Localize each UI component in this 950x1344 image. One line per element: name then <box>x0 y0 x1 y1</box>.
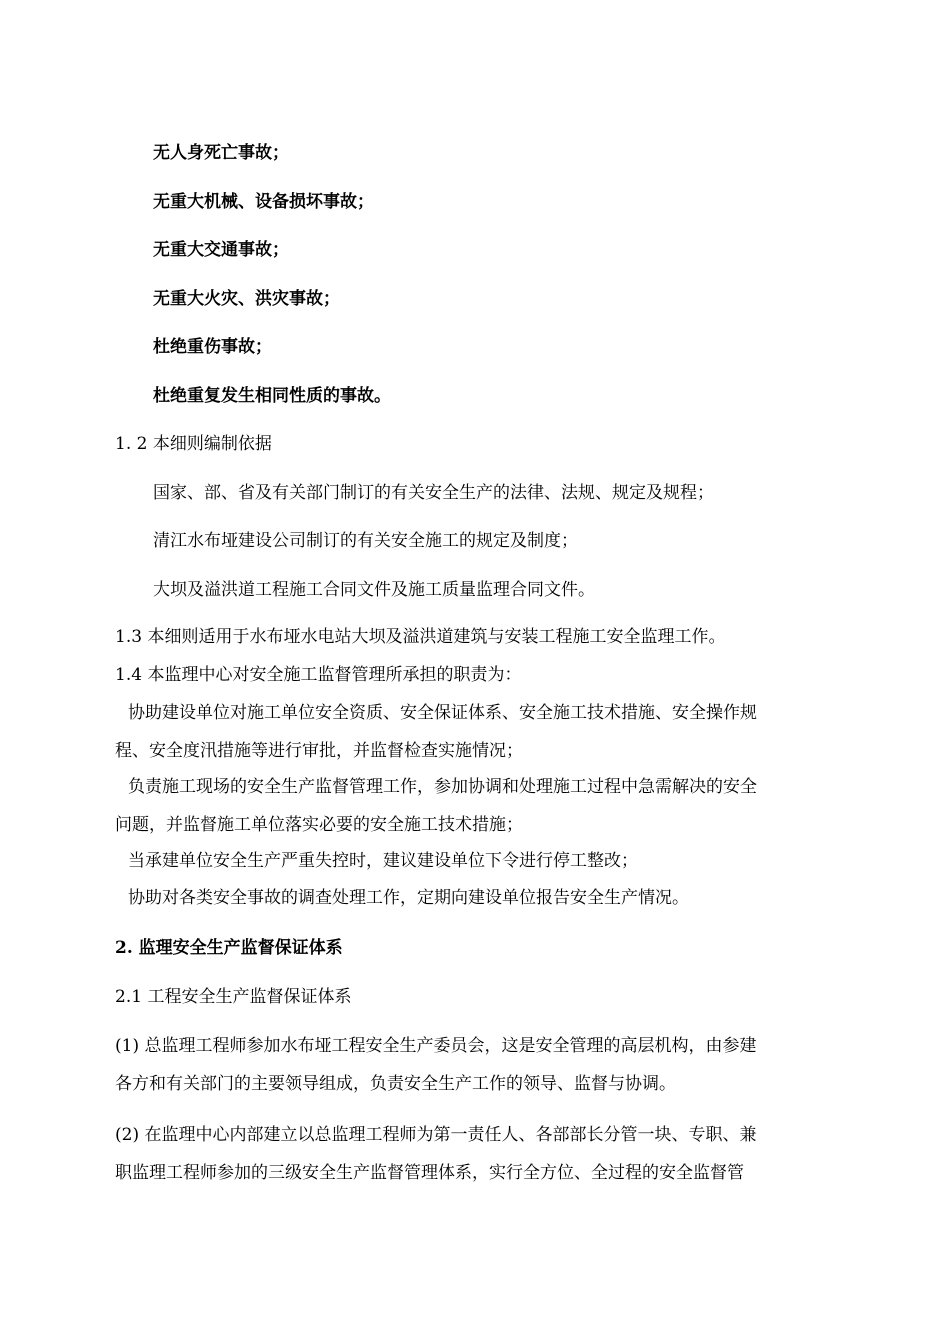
section-2-heading: 2. 监理安全生产监督保证体系 <box>115 938 343 958</box>
safety-goal-item: 无重大机械、设备损坏事故； <box>153 192 374 212</box>
paragraph-line: 各方和有关部门的主要领导组成，负责安全生产工作的领导、监督与协调。 <box>115 1074 676 1094</box>
section-1-3-text: 1.3 本细则适用于水布垭水电站大坝及溢洪道建筑与安装工程施工安全监理工作。 <box>115 627 726 647</box>
safety-goal-item: 杜绝重伤事故； <box>153 337 272 357</box>
safety-goal-item: 杜绝重复发生相同性质的事故。 <box>153 386 391 406</box>
basis-item: 国家、部、省及有关部门制订的有关安全生产的法律、法规、规定及规程； <box>153 483 714 503</box>
safety-goal-item: 无重大交通事故； <box>153 240 289 260</box>
paragraph-line: 职监理工程师参加的三级安全生产监督管理体系，实行全方位、全过程的安全监督管 <box>115 1163 744 1183</box>
basis-item: 大坝及溢洪道工程施工合同文件及施工质量监理合同文件。 <box>153 580 595 600</box>
duty-item: 协助对各类安全事故的调查处理工作，定期向建设单位报告安全生产情况。 <box>128 888 689 908</box>
basis-item: 清江水布垭建设公司制订的有关安全施工的规定及制度； <box>153 531 578 551</box>
section-1-4-intro: 1.4 本监理中心对安全施工监督管理所承担的职责为： <box>115 665 522 685</box>
section-2-1-subheading: 2.1 工程安全生产监督保证体系 <box>115 987 352 1007</box>
duty-item: 协助建设单位对施工单位安全资质、安全保证体系、安全施工技术措施、安全操作规 <box>128 703 757 723</box>
safety-goal-item: 无重大火灾、洪灾事故； <box>153 289 340 309</box>
safety-goal-item: 无人身死亡事故； <box>153 143 289 163</box>
paragraph-line: (1) 总监理工程师参加水布垭工程安全生产委员会，这是安全管理的高层机构，由参建 <box>115 1036 757 1056</box>
duty-item: 当承建单位安全生产严重失控时，建议建设单位下令进行停工整改； <box>128 851 638 871</box>
paragraph-line: (2) 在监理中心内部建立以总监理工程师为第一责任人、各部部长分管一块、专职、兼 <box>115 1125 757 1145</box>
duty-item-continuation: 问题，并监督施工单位落实必要的安全施工技术措施； <box>115 815 523 835</box>
duty-item-continuation: 程、安全度汛措施等进行审批，并监督检查实施情况； <box>115 741 523 761</box>
section-1-2-heading: 1. 2 本细则编制依据 <box>115 434 272 454</box>
duty-item: 负责施工现场的安全生产监督管理工作，参加协调和处理施工过程中急需解决的安全 <box>128 777 757 797</box>
